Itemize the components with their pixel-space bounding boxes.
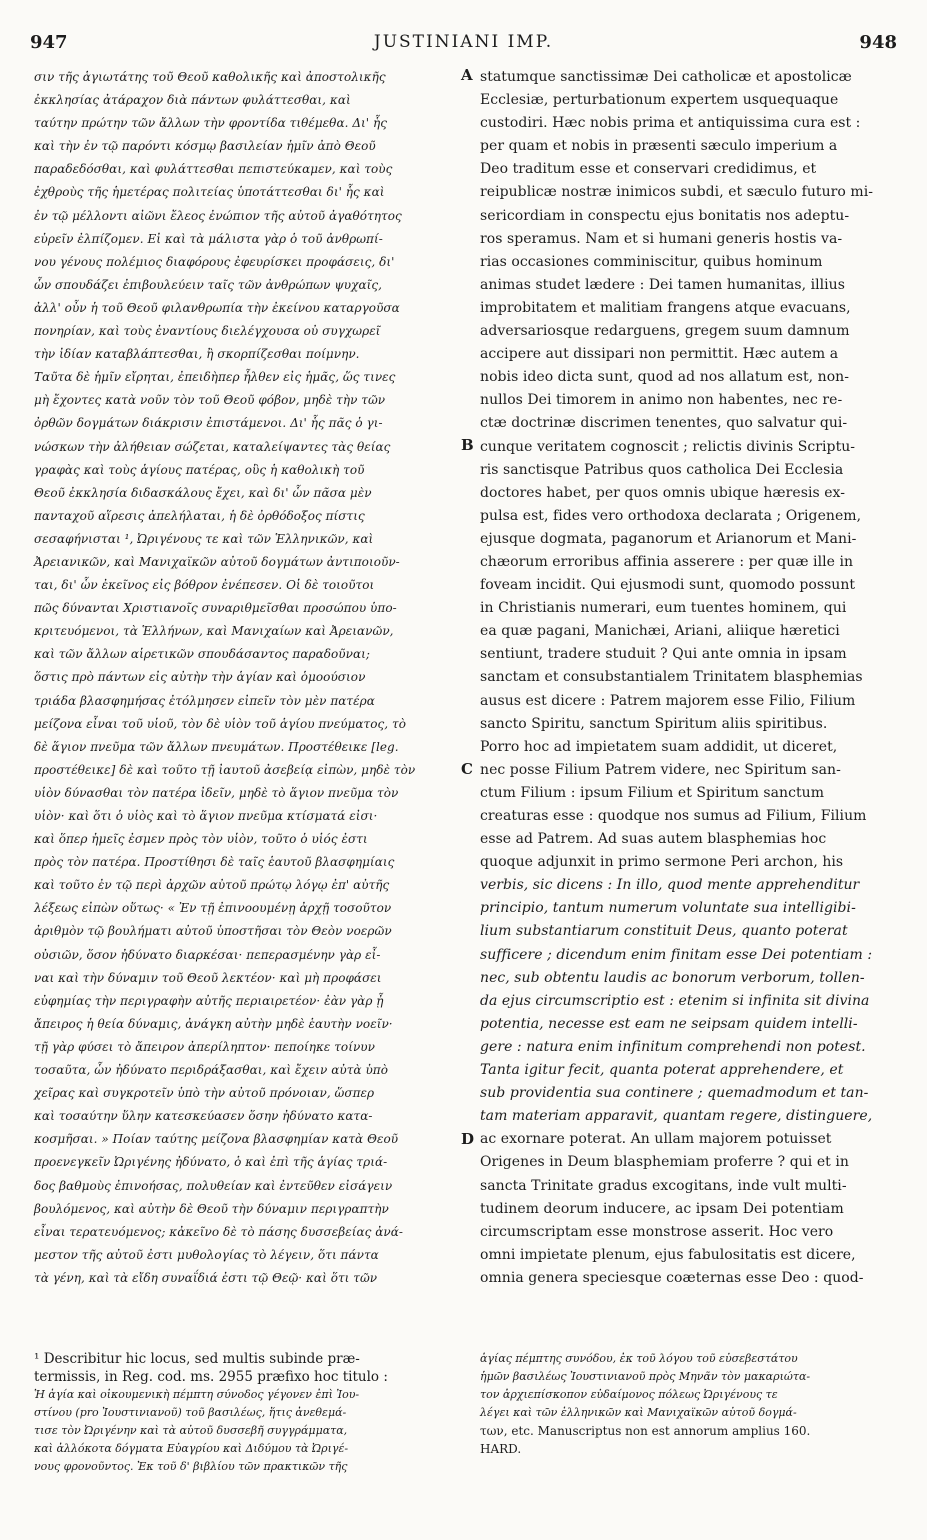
latin-text-line: tudinem deorum inducere, ac ipsam Dei potentiam <box>480 1200 844 1217</box>
greek-text-line: εὑρεῖν ἐλπίζομεν. Εἰ καὶ τὰ μάλιστα γὰρ ὁ τοῦ ἀνθρωπί- <box>34 231 383 246</box>
latin-text-line: Porro hoc ad impietatem suam addidit, ut diceret, <box>480 738 838 755</box>
latin-text-line: Tanta igitur fecit, quanta poterat apprehendere, et <box>480 1062 844 1079</box>
running-title: JUSTINIANI IMP. <box>373 32 554 52</box>
latin-text-line: sanctam et consubstantialem Trinitatem blasphemias <box>480 669 863 686</box>
greek-text-line: τὰ γένη, καὶ τὰ εἴδη συναΐδιά ἐστι τῷ Θεῷ· καὶ ὅτι τῶν <box>34 1270 378 1285</box>
greek-text-line: νου γένους πολέμιος διαφόρους ἐφευρίσκει προφάσεις, δι' <box>34 254 395 269</box>
greek-text-line: τοσαῦτα, ὧν ἠδύνατο περιδράξασθαι, καὶ ἔχειν αὐτὰ ὑπὸ <box>34 1063 389 1078</box>
greek-text-line: ὅστις πρὸ πάντων εἰς αὐτὴν τὴν ἁγίαν καὶ ὁμοούσιον <box>34 670 366 685</box>
running-head <box>30 32 897 58</box>
latin-text-line: sericordiam in conspectu ejus bonitatis nos adeptu- <box>480 207 850 224</box>
footnote-line: ¹ Describitur hic locus, sed multis subinde præ- <box>34 1351 360 1367</box>
greek-text-line: βουλόμενος, καὶ αὐτὴν δὲ Θεοῦ τὴν δύναμιν περιγραπτὴν <box>34 1201 389 1216</box>
latin-text-line: ea quæ pagani, Manichæi, Ariani, aliique hæretici <box>480 623 840 640</box>
latin-text-line: nobis ideo dicta sunt, quod ad nos allatum est, non- <box>480 369 850 386</box>
greek-text-line: πῶς δύνανται Χριστιανοῖς συναριθμεῖσθαι προσώπου ὑπο- <box>34 601 397 616</box>
latin-text-line: ac exornare poterat. An ullam majorem potuisset <box>480 1131 832 1148</box>
latin-text-line: nec posse Filium Patrem videre, nec Spiritum san- <box>480 761 841 778</box>
latin-text-line: esse ad Patrem. Ad suas autem blasphemias hoc <box>480 831 827 848</box>
latin-text-line: lium substantiarum constituit Deus, quanto poterat <box>480 923 848 940</box>
greek-text-line: ταύτην πρώτην τῶν ἄλλων τὴν φροντίδα τιθέμεθα. Δι' ἧς <box>34 116 388 131</box>
latin-text-line: verbis, sic dicens : In illo, quod mente apprehenditur <box>480 877 860 894</box>
greek-text-line: καὶ τοσαύτην ὕλην κατεσκεύασεν ὅσην ἠδύνατο κατα- <box>34 1109 373 1124</box>
footnote-line: termissis, in Reg. cod. ms. 2955 præfixo hoc titulo : <box>34 1369 388 1385</box>
greek-text-line: παραδεδόσθαι, καὶ φυλάττεσθαι πεπιστεύκαμεν, καὶ τοὺς <box>34 162 393 177</box>
greek-text-line: τὴν ἰδίαν καταβλάπτεσθαι, ἢ σκορπίζεσθαι ποίμνην. <box>34 347 360 362</box>
greek-text-line: ὧν σπουδάζει ἐπιβουλεύειν ταῖς τῶν ἀνθρώπων ψυχαῖς, <box>34 277 382 292</box>
page-number-left: 947 <box>30 32 68 53</box>
latin-text-line: tam materiam apparavit, quantam regere, distinguere, <box>480 1108 873 1125</box>
greek-text-line: καὶ τὴν ἐν τῷ παρόντι κόσμῳ βασιλείαν ἡμῖν ἀπὸ Θεοῦ <box>34 139 376 154</box>
greek-text-line: μεστον τῆς αὐτοῦ ἐστι μυθολογίας τὸ λέγειν, ὅτι πάντα <box>34 1247 379 1262</box>
latin-column <box>480 66 890 1290</box>
greek-text-line: ναι καὶ τὴν δύναμιν τοῦ Θεοῦ λεκτέον· καὶ μὴ προφάσει <box>34 970 382 985</box>
latin-text-line: ros speramus. Nam et si humani generis hostis va- <box>480 230 843 247</box>
greek-text-line: καὶ τῶν ἄλλων αἱρετικῶν σπουδάσαντος παραδοῦναι; <box>34 647 370 662</box>
latin-text-line: omnia genera speciesque coæternas esse Deo : quod- <box>480 1269 864 1286</box>
greek-text-line: οὐσιῶν, ὅσον ἠδύνατο διαρκέσαι· πεπερασμένην γὰρ εἶ- <box>34 947 381 962</box>
footnote-line: των, etc. Manuscriptus non est annorum amplius 160. <box>480 1424 811 1438</box>
greek-text-line: Θεοῦ ἐκκλησία διδασκάλους ἔχει, καὶ δι' ὧν πᾶσα μὲν <box>34 485 372 500</box>
margin-letter-c: C <box>461 760 473 778</box>
greek-text-line: πονηρίαν, καὶ τοὺς ἐναντίους διελέγχουσα οὐ συγχωρεῖ <box>34 324 381 339</box>
latin-text-line: circumscriptam esse monstrose asserit. Hoc vero <box>480 1223 834 1240</box>
greek-text-line: δος βαθμοὺς ἐπινοήσας, πολυθείαν καὶ ἐντεῦθεν εἰσάγειν <box>34 1178 393 1193</box>
greek-text-line: γραφὰς καὶ τοὺς ἁγίους πατέρας, οὓς ἡ καθολικὴ τοῦ <box>34 462 365 477</box>
latin-text-line: quoque adjunxit in primo sermone Peri archon, his <box>480 854 844 871</box>
greek-text-line: πανταχοῦ αἵρεσις ἀπελήλαται, ἡ δὲ ὀρθόδοξος πίστις <box>34 508 365 523</box>
latin-text-line: reipublicæ nostræ inimicos subdi, et sæculo futuro mi- <box>480 184 874 201</box>
greek-text-line: μείζονα εἶναι τοῦ υἱοῦ, τὸν δὲ υἱὸν τοῦ ἁγίου πνεύματος, τὸ <box>34 716 406 731</box>
latin-text-line: ausus est dicere : Patrem majorem esse Filio, Filium <box>480 692 856 709</box>
margin-letter-a: A <box>461 66 473 84</box>
greek-text-line: λέξεως εἰπὼν οὕτως· « Ἐν τῇ ἐπινοουμένῃ ἀρχῇ τοσοῦτον <box>34 901 392 916</box>
latin-text-line: sancto Spiritu, sanctum Spiritum aliis spiritibus. <box>480 715 828 732</box>
footnote-line: ἁγίας πέμπτης συνόδου, ἐκ τοῦ λόγου τοῦ εὐσεβεστάτου <box>480 1352 798 1365</box>
greek-text-line: εὐφημίας τὴν περιγραφὴν αὐτῆς περιαιρετέον· ἐὰν γὰρ ᾖ <box>34 993 384 1008</box>
footnote-line: στίνου (pro Ἰουστινιανοῦ) τοῦ βασιλέως, ἥτις ἀνεθεμά- <box>34 1406 347 1419</box>
latin-text-line: omni impietate plenum, ejus fabulositatis est dicere, <box>480 1246 856 1263</box>
greek-text-line: κοσμῆσαι. » Ποίαν ταύτης μείζονα βλασφημίαν κατὰ Θεοῦ <box>34 1132 399 1147</box>
greek-text-line: ἄπειρος ἡ θεία δύναμις, ἀνάγκη αὐτὴν μηδὲ ἑαυτὴν νοεῖν· <box>34 1016 393 1031</box>
greek-text-line: προστέθεικε] δὲ καὶ τοῦτο τῇ ἰαυτοῦ ἀσεβείᾳ εἰπὼν, μηδὲ τὸν <box>34 762 416 777</box>
latin-text-line: ris sanctisque Patribus quos catholica Dei Ecclesia <box>480 461 844 478</box>
latin-text-line: rias occasiones comminiscitur, quibus hominum <box>480 253 823 270</box>
latin-text-line: custodiri. Hæc nobis prima et antiquissima cura est : <box>480 115 861 132</box>
latin-text-line: Deo traditum esse et conservari credidimus, et <box>480 161 817 178</box>
footnote-line: Ἡ ἁγία καὶ οἰκουμενικὴ πέμπτη σύνοδος γέγονεν ἐπὶ Ἰου- <box>34 1388 360 1401</box>
latin-text-line: gere : natura enim infinitum comprehendi non potest. <box>480 1038 866 1055</box>
latin-text-line: sancta Trinitate gradus excogitans, inde vult multi- <box>480 1177 847 1194</box>
latin-text-line: Ecclesiæ, perturbationum expertem usquequaque <box>480 92 839 109</box>
greek-text-line: υἱὸν· καὶ ὅτι ὁ υἱὸς καὶ τὸ ἅγιον πνεῦμα κτίσματά εἰσι· <box>34 809 378 823</box>
greek-text-line: προενεγκεῖν Ὠριγένης ἠδύνατο, ὁ καὶ ἐπὶ τῆς ἁγίας τριά- <box>34 1155 388 1170</box>
greek-column <box>34 66 452 1290</box>
latin-text-line: sufficere ; dicendum enim finitam esse Dei potentiam : <box>480 946 873 963</box>
latin-text-line: statumque sanctissimæ Dei catholicæ et apostolicæ <box>480 69 852 85</box>
latin-text-line: accipere aut dissipari non permittit. Hæc autem a <box>480 346 839 363</box>
latin-text-line: nullos Dei timorem in animo non habentes, nec re- <box>480 392 843 409</box>
greek-text-line: πρὸς τὸν πατέρα. Προστίθησι δὲ ταῖς ἑαυτοῦ βλασφημίαις <box>34 855 395 870</box>
latin-text-line: chæorum erroribus affinia asserere : per quæ ille in <box>480 553 854 570</box>
latin-text-line: doctores habet, per quos omnis ubique hæresis ex- <box>480 484 846 501</box>
latin-text-line: animas studet lædere : Dei tamen humanitas, illius <box>480 276 845 293</box>
margin-letter-b: B <box>461 436 474 454</box>
greek-text-line: Ἀρειανικῶν, καὶ Μανιχαϊκῶν αὐτοῦ δογμάτων ἀντιποιοῦν- <box>34 554 400 569</box>
footnote-line: τον ἀρχιεπίσκοπον εὐδαίμονος πόλεως Ὠριγένους τε <box>480 1388 778 1401</box>
footnote-line: HARD. <box>480 1442 522 1456</box>
greek-text-line: ἀριθμὸν τῷ βουλήματι αὐτοῦ ὑποστῆσαι τὸν Θεὸν νοερῶν <box>34 924 392 939</box>
greek-text-line: ἐν τῷ μέλλοντι αἰῶνι ἔλεος ἐνώπιον τῆς αὐτοῦ ἀγαθότητος <box>34 208 402 223</box>
latin-text-line: ctæ doctrinæ discrimen tenentes, quo salvatur qui- <box>480 415 848 432</box>
margin-letter-d: D <box>461 1130 475 1148</box>
greek-text-line: ται, δι' ὧν ἐκεῖνος εἰς βόθρον ἐνέπεσεν. Οἱ δὲ τοιοῦτοι <box>34 578 375 593</box>
greek-text-line: δὲ ἅγιον πνεῦμα τῶν ἄλλων πνευμάτων. Προστέθεικε [leg. <box>34 739 399 754</box>
latin-text-line: nec, sub obtentu laudis ac bonorum verborum, tollen- <box>480 969 865 986</box>
greek-text-line: τῇ γὰρ φύσει τὸ ἄπειρον ἀπερίληπτον· πεποίηκε τοίνυν <box>34 1039 376 1054</box>
latin-text-line: potentia, necesse est eam ne seipsam quidem intelli- <box>480 1015 858 1032</box>
footnote-line: ἡμῶν βασιλέως Ἰουστινιανοῦ πρὸς Μηνᾶν τὸν μακαριώτα- <box>480 1370 811 1383</box>
greek-text-line: καὶ ὅπερ ἡμεῖς ἐσμεν πρὸς τὸν υἱὸν, τοῦτο ὁ υἱός ἐστι <box>34 832 368 847</box>
latin-text-line: da ejus circumscriptio est : etenim si infinita sit divina <box>480 992 870 1009</box>
greek-text-line: εἶναι τερατευόμενος; κἀκεῖνο δὲ τὸ πάσης δυσσεβείας ἀνά- <box>34 1224 404 1239</box>
greek-text-line: χεῖρας καὶ συγκροτεῖν ὑπὸ τὴν αὐτοῦ πρόνοιαν, ὥσπερ <box>34 1086 375 1101</box>
page-number-right: 948 <box>859 32 897 53</box>
greek-text-line: κριτευόμενοι, τὰ Ἑλλήνων, καὶ Μανιχαίων καὶ Ἀρειανῶν, <box>34 624 394 639</box>
greek-text-line: μὴ ἔχοντες κατὰ νοῦν τὸν τοῦ Θεοῦ φόβον, μηδὲ τὴν τῶν <box>34 393 386 408</box>
greek-text-line: καὶ τοῦτο ἐν τῷ περὶ ἀρχῶν αὐτοῦ πρώτῳ λόγῳ ἐπ' αὐτῆς <box>34 878 390 893</box>
greek-text-line: τριάδα βλασφημήσας ἐτόλμησεν εἰπεῖν τὸν μὲν πατέρα <box>34 693 375 708</box>
greek-text-line: ὀρθῶν δογμάτων διάκρισιν ἐπιστάμενοι. Δι' ἧς πᾶς ὁ γι- <box>34 416 383 431</box>
latin-text-line: sub providentia sua continere ; quemadmodum et tan- <box>480 1085 869 1102</box>
latin-text-line: ejusque dogmata, paganorum et Arianorum et Mani- <box>480 530 857 547</box>
greek-text-line: ἐκκλησίας ἀτάραχον διὰ πάντων φυλάττεσθαι, καὶ <box>34 93 351 108</box>
latin-text-line: Origenes in Deum blasphemiam proferre ? qui et in <box>480 1154 849 1171</box>
greek-text-line: υἱὸν δύνασθαι τὸν πατέρα ἰδεῖν, μηδὲ τὸ ἅγιον πνεῦμα τὸν <box>34 785 399 800</box>
greek-text-line: νώσκων τὴν ἀλήθειαν σώζεται, καταλείψαντες τὰς θείας <box>34 439 391 454</box>
latin-text-line: adversariosque redarguens, gregem suum damnum <box>480 323 850 340</box>
latin-text-line: creaturas esse : quodque nos sumus ad Filium, Filium <box>480 808 867 824</box>
greek-text-line: σεσαφήνισται ¹, Ὠριγένους τε καὶ τῶν Ἑλληνικῶν, καὶ <box>34 531 374 546</box>
latin-text-line: principio, tantum numerum voluntate sua intelligibi- <box>480 900 856 917</box>
footnote-left <box>34 1350 452 1476</box>
footnote-line: νους φρονοῦντος. Ἐκ τοῦ δ' βιβλίου τῶν πρακτικῶν τῆς <box>34 1460 348 1473</box>
footnote-line: τισε τὸν Ὠριγένην καὶ τὰ αὐτοῦ δυσσεβῆ συγγράμματα, <box>34 1424 348 1437</box>
latin-text-line: sentiunt, tradere studuit ? Qui ante omnia in ipsam <box>480 646 847 663</box>
greek-text-line: σιν τῆς ἁγιωτάτης τοῦ Θεοῦ καθολικῆς καὶ ἀποστολικῆς <box>34 70 386 84</box>
latin-text-line: foveam incidit. Qui ejusmodi sunt, quomodo possunt <box>480 577 856 594</box>
latin-text-line: per quam et nobis in præsenti sæculo imperium a <box>480 138 838 155</box>
footnote-line: λέγει καὶ τῶν ἑλληνικῶν καὶ Μανιχαϊκῶν αὐτοῦ δογμά- <box>480 1406 797 1419</box>
latin-text-line: ctum Filium : ipsum Filium et Spiritum sanctum <box>480 784 825 801</box>
footnote-line: καὶ ἀλλόκοτα δόγματα Εὐαγρίου καὶ Διδύμου τὰ Ὠριγέ- <box>34 1442 349 1455</box>
latin-text-line: improbitatem et malitiam frangens atque evacuans, <box>480 299 851 316</box>
footnote-right <box>480 1350 890 1458</box>
latin-text-line: cunque veritatem cognoscit ; relictis divinis Scriptu- <box>480 438 856 455</box>
latin-text-line: in Christianis numerari, eum tuentes hominem, qui <box>480 600 847 617</box>
latin-text-line: pulsa est, fides vero orthodoxa declarata ; Origenem, <box>480 507 862 524</box>
greek-text-line: ἐχθροὺς τῆς ἡμετέρας πολιτείας ὑποτάττεσθαι δι' ἧς καὶ <box>34 185 385 200</box>
greek-text-line: ἀλλ' οὖν ἡ τοῦ Θεοῦ φιλανθρωπία τὴν ἐκείνου καταργοῦσα <box>34 300 400 315</box>
greek-text-line: Ταῦτα δὲ ἡμῖν εἴρηται, ἐπειδὴπερ ἦλθεν εἰς ἡμᾶς, ὥς τινες <box>34 370 396 385</box>
